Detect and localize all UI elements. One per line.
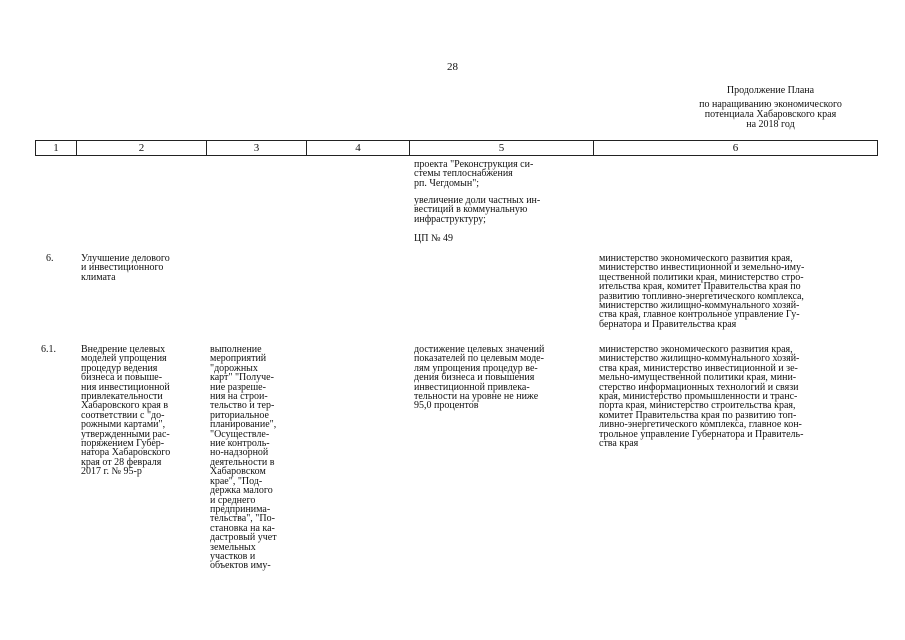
row-6-measure-name: Улучшение делового и инвестиционного климата [81,253,170,283]
column-header-2: 2 [77,141,207,155]
row-6-responsible-executors: министерство экономического развития края, министерство инвестиционной и земельно-иму- щественной политики края, министерство стро- ительства края, комитет Правительства края по развитию топливно-энергетического комплекса, министерство жилищно-коммунального хозяй- ства края, главное контрольное управление Гу- бернатора и Правительства края [599,253,805,330]
row-6-number: 6. [46,253,54,264]
column-number-header [35,140,878,156]
continuation-private-investment-text: увеличение доли частных ин- вестиций в коммунальную инфраструктуру; [414,195,541,225]
column-header-6: 6 [732,142,739,154]
column-header-1: 1 [36,141,77,155]
heading-line-continuation: Продолжение Плана [726,85,815,96]
heading-plan-title: по наращиванию экономического потенциала Хабаровского края на 2018 год [699,99,842,130]
row-6-1-activities: выполнение мероприятий "дорожных карт" "Получе- ние разреше- ния на строи- тельство и тер- риториальное планирование", "Осуществле- ние контроль- но-надзорной деятельности в Хабаровском крае", "Под- держка малого и среднего предпринима- тельства", "По- становка на ка- дастровый учет земельных участков и объектов иму- [210,344,277,572]
column-header-3: 3 [207,141,307,155]
row-6-1-number: 6.1. [41,344,56,355]
continuation-project-text: проекта "Реконструкция си- стемы теплоснабжения рп. Чегдомын"; [414,159,534,189]
row-6-1-responsible-executors: министерство экономического развития края, министерство жилищно-коммунального хозяй- ства края, министерство инвестиционной и зе- мельно-имущественной политики края, мини- стерство информационных технологий и связи края, министерство промышленности и транс- порта края, министерство строительства края, комитет Правительства края по развитию топ- ливно-энергетического комплекса, главное кон- трольное управление Губернатора и Правитель- ства края [599,344,804,450]
row-6-1-target-indicator: достижение целевых значений показателей по целевым моде- лям упрощения процедур ве- дения бизнеса и повышения инвестиционной привлека- тельности на уровне не ниже 95,0 процентов [414,344,545,412]
row-6-1-measure-name: Внедрение целевых моделей упрощения процедур ведения бизнеса и повыше- ния инвестиционной привлекательности Хабаровского края в соответствии с "до- рожными картами", утвержденными рас- поряжением Губер- натора Хабаровского края от 28 февраля 2017 г. № 95-р [81,344,171,478]
document-heading [668,86,873,130]
column-header-4: 4 [307,141,410,155]
page-number: 28 [447,61,458,73]
column-header-5: 5 [410,141,594,155]
continuation-program-code: ЦП № 49 [414,233,453,244]
